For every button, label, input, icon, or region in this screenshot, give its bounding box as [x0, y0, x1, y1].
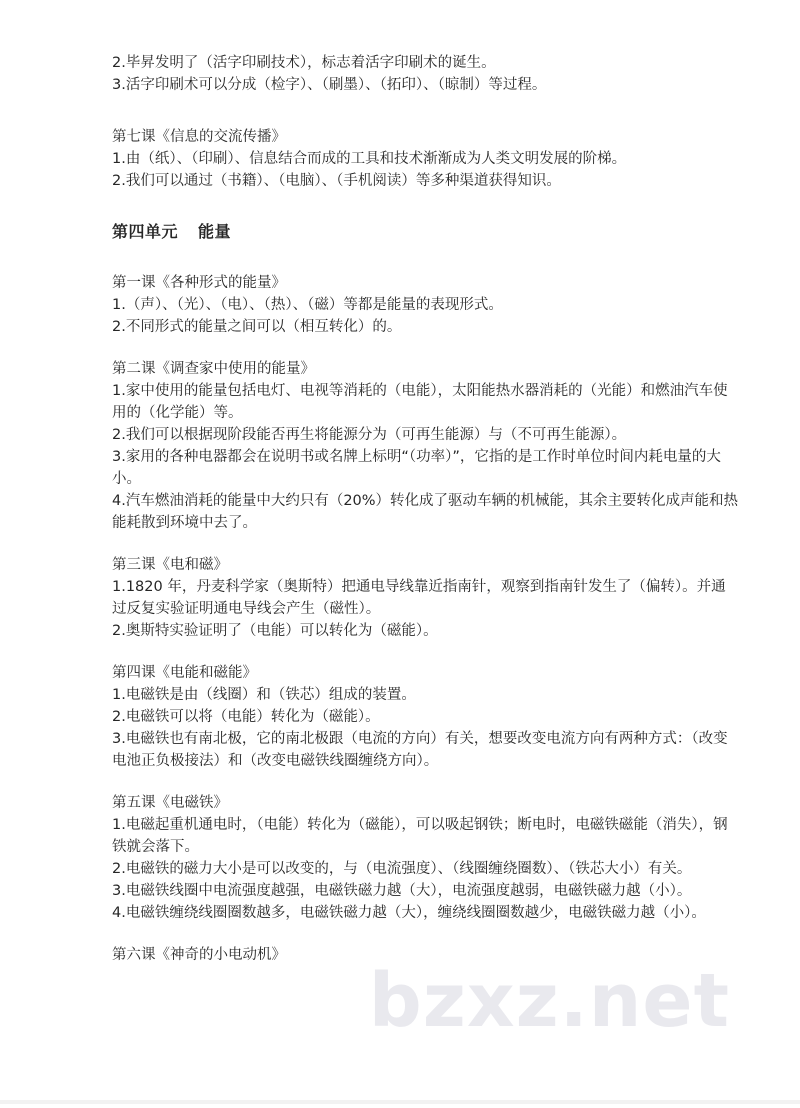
lesson2-point-3: 3.家用的各种电器都会在说明书或名牌上标明“（功率）”，它指的是工作时单位时间内耗电量的大小。 [112, 449, 721, 487]
page-bottom-edge [0, 1100, 800, 1104]
unit-topic: 能量 [198, 222, 232, 241]
lesson4-point-2: 2.电磁铁可以将（电能）转化为（磁能）。 [112, 709, 380, 725]
unit-heading [112, 220, 740, 244]
lesson7-point-2: 2.我们可以通过（书籍）、（电脑）、（手机阅读）等多种渠道获得知识。 [112, 173, 561, 189]
lesson-title-2: 第二课《调查家中使用的能量》 [112, 361, 315, 377]
lesson4-point-1: 1.电磁铁是由（线圈）和（铁芯）组成的装置。 [112, 687, 416, 703]
lesson3-point-1: 1.1820 年，丹麦科学家（奥斯特）把通电导线靠近指南针，观察到指南针发生了（偏转）。并通过反复实验证明通电导线会产生（磁性）。 [112, 579, 726, 617]
lesson7-point-1: 1.由（纸）、（印刷）、信息结合而成的工具和技术渐渐成为人类文明发展的阶梯。 [112, 151, 627, 167]
site-watermark: bzxz.net [368, 958, 730, 1044]
lesson5-point-4: 4.电磁铁缠绕线圈圈数越多，电磁铁磁力越（大），缠绕线圈圈数越少，电磁铁磁力越（小）。 [112, 905, 706, 921]
lesson5-point-2: 2.电磁铁的磁力大小是可以改变的，与（电流强度）、（线圈缠绕圈数）、（铁芯大小）有关。 [112, 861, 692, 877]
lesson-title-5: 第五课《电磁铁》 [112, 795, 228, 811]
lesson3-point-2: 2.奥斯特实验证明了（电能）可以转化为（磁能）。 [112, 623, 438, 639]
point-printing-process: 3.活字印刷术可以分成（检字）、（刷墨）、（拓印）、（晾制）等过程。 [112, 77, 547, 93]
point-bisheng: 2.毕昇发明了（活字印刷技术），标志着活字印刷术的诞生。 [112, 55, 496, 71]
lesson2-point-1: 1.家中使用的能量包括电灯、电视等消耗的（电能），太阳能热水器消耗的（光能）和燃油汽车使用的（化学能）等。 [112, 383, 728, 421]
lesson5-point-3: 3.电磁铁线圈中电流强度越强，电磁铁磁力越（大），电流强度越弱，电磁铁磁力越（小）。 [112, 883, 692, 899]
lesson2-point-4: 4.汽车燃油消耗的能量中大约只有（20%）转化成了驱动车辆的机械能，其余主要转化成声能和热能耗散到环境中去了。 [112, 493, 739, 531]
lesson2-point-2: 2.我们可以根据现阶段能否再生将能源分为（可再生能源）与（不可再生能源）。 [112, 427, 627, 443]
lesson1-point-2: 2.不同形式的能量之间可以（相互转化）的。 [112, 319, 402, 335]
lesson-title-6: 第六课《神奇的小电动机》 [112, 947, 286, 963]
lesson-title-3: 第三课《电和磁》 [112, 557, 228, 573]
lesson4-point-3: 3.电磁铁也有南北极，它的南北极跟（电流的方向）有关，想要改变电流方向有两种方式：（改变电池正负极接法）和（改变电磁铁线圈缠绕方向）。 [112, 731, 728, 769]
lesson5-point-1: 1.电磁起重机通电时，（电能）转化为（磁能），可以吸起钢铁；断电时，电磁铁磁能（消失），钢铁就会落下。 [112, 817, 728, 855]
lesson-title-1: 第一课《各种形式的能量》 [112, 275, 286, 291]
lesson-title-7: 第七课《信息的交流传播》 [112, 129, 286, 145]
lesson1-point-1: 1.（声）、（光）、（电）、（热）、（磁）等都是能量的表现形式。 [112, 297, 503, 313]
lesson-title-4: 第四课《电能和磁能》 [112, 665, 257, 681]
unit-name: 第四单元 [112, 222, 179, 241]
